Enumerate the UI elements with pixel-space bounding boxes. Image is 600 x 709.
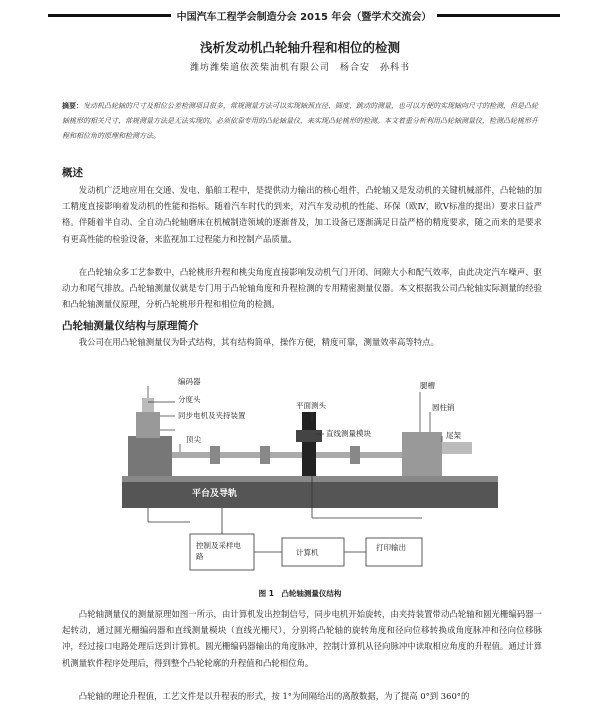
label-index-head: 分度头 [178, 395, 201, 404]
header-rule-right [437, 14, 560, 17]
label-control: 控制及采样电路 [196, 540, 248, 562]
section-title-overview: 概述 [62, 167, 83, 179]
label-computer: 计算机 [296, 548, 319, 557]
figure-camshaft-gauge [120, 372, 500, 584]
platform-top [122, 476, 498, 482]
header-text: 中国汽车工程学会制造分会 2015 年会（暨学术交流会） [176, 11, 432, 23]
label-linear-module: 直线测量模块 [326, 429, 371, 438]
label-tailstock: 尾架 [446, 431, 461, 440]
abstract-text: 发动机凸轮轴的尺寸及相位公差检测项目很多，常规测量方法可以实现轴颈直径、圆度、跳动的测量，也可以方便的实现轴向尺寸的检测，但是凸轮轴桃形的相关尺寸，常规测量方法是无法实现的。必须依靠专用的凸轮轴量仪，来实现凸轮桃形的检测。本文着重分析利用凸轮轴测量仪，检测凸轮桃形升程和相位角的原理和检测方法。 [62, 102, 538, 140]
paragraph-overview-2: 在凸轮轴众多工艺参数中，凸轮桃形升程和桃尖角度直接影响发动机气门开闭、间隙大小和配气效率，由此决定汽车噪声、驱动力和尾气排放。凸轮轴测量仪就是专门用于凸轮轴角度和升程检测的专用精密测量仪器。本文根据我公司凸轮轴实际测量的经验和凸轮轴测量仪原理，分析凸轮桃形升程和相位角的检测。 [62, 267, 542, 310]
label-platform: 平台及导轨 [192, 489, 238, 499]
figure-caption: 图 1 凸轮轴测量仪结构 [258, 589, 342, 598]
encoder-block [142, 398, 154, 412]
paper-title: 浅析发动机凸轮轴升程和相位的检测 [199, 40, 400, 55]
cam-lobe-1 [210, 446, 220, 464]
camshaft [172, 452, 402, 458]
cam-lobe-3 [350, 446, 360, 464]
label-center: 顶尖 [186, 435, 201, 444]
paragraph-principle-2: 凸轮轴的理论升程值，工艺文件是以升程表的形式，按 1°为间隔给出的离散数据，为了提高 0°到 360°的 [78, 691, 470, 701]
headstock-body [128, 436, 172, 476]
abstract-label: 摘要： [62, 101, 83, 110]
label-slot: 腿槽 [420, 381, 435, 390]
label-printer: 打印输出 [376, 542, 416, 553]
index-head [136, 412, 160, 438]
platform-rail [122, 480, 498, 508]
label-encoder: 编码器 [178, 377, 201, 386]
label-plane-probe: 平面测头 [296, 401, 326, 410]
running-header [48, 6, 560, 24]
header-rule-left [48, 14, 171, 17]
tailstock-handle [442, 442, 472, 454]
paragraph-instrument-1: 我公司在用凸轮轴测量仪为卧式结构，其有结构简单，操作方便，精度可靠，测量效率高等特点。 [78, 337, 439, 347]
section-title-instrument: 凸轮轴测量仪结构与原理简介 [62, 320, 199, 332]
linear-module-block [296, 430, 322, 442]
paragraph-overview-1: 发动机广泛地应用在交通、发电、船舶工程中，是提供动力输出的核心组件，凸轮轴又是发动机的关键机械部件，凸轮轴的加工精度直接影响着发动机的性能和指标。随着汽车时代的到来，对汽车发动机的性能、环保（欧Ⅳ，欧Ⅴ标准的提出）要求日益严格。伴随着半自动、全自动凸轮轴磨床在机械制造领域的逐渐普及，加工设备已逐渐满足日益严格的精度要求，随之而来的是要求有更高性能的检验设备，来监视加工过程能力和控制产品质量。 [62, 185, 542, 244]
paper-authors: 潍坊潍柴道依茨柴油机有限公司 杨合安 孙科书 [189, 63, 410, 73]
label-pin: 圆柱销 [432, 403, 455, 412]
tailstock-body [402, 432, 442, 476]
measuring-column [302, 412, 316, 476]
abstract [62, 98, 538, 144]
cam-lobe-2 [260, 446, 270, 464]
paragraph-principle-1: 凸轮轴测量仪的测量原理如图一所示，由计算机发出控制信号，同步电机开始旋转，由夹持装置带动凸轮轴和圆光栅编码器一起转动，通过圆光栅编码器和直线测量模块（直线光栅尺），分别将凸轮轴的旋转角度和径向位移转换成角度脉冲和径向位移脉冲，经过接口电路处理后送到计算机。圆光栅编码器输出的角度脉冲，控制计算机从径向脉冲中读取相应角度的升程值。通过计算机测量软件程序处理后，得到整个凸轮轮廓的升程值和凸轮相位角。 [62, 609, 542, 668]
label-motor: 同步电机及夹持装置 [178, 411, 246, 420]
